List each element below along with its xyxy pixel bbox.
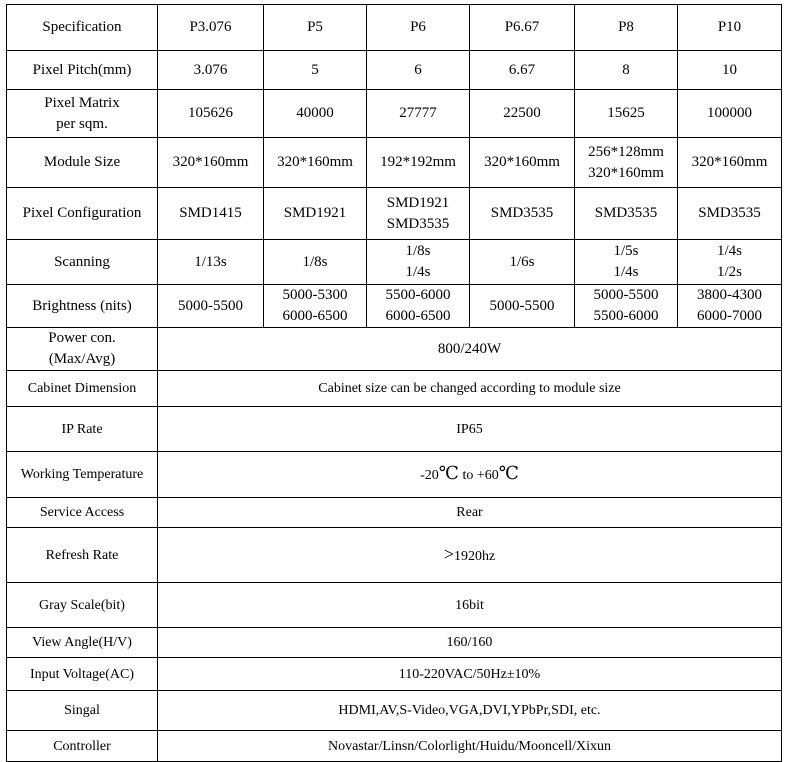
pixel-matrix-label (7, 90, 158, 138)
table-cell: SMD3535 (575, 188, 678, 240)
table-cell: 40000 (264, 90, 367, 138)
temp-low: -20 (420, 468, 439, 483)
table-cell: 15625 (575, 90, 678, 138)
table-cell: 5 (264, 51, 367, 90)
cabinet-value: Cabinet size can be changed according to module size (158, 371, 782, 407)
pixel-pitch-label: Pixel Pitch(mm) (7, 51, 158, 90)
table-cell: 320*160mm (470, 138, 575, 188)
model-p667: P6.67 (470, 5, 575, 51)
table-cell: 27777 (367, 90, 470, 138)
cabinet-label: Cabinet Dimension (7, 371, 158, 407)
greater-than-symbol: > (443, 543, 454, 564)
pixel-pitch-row (7, 51, 782, 90)
model-p3076: P3.076 (158, 5, 264, 51)
table-cell: SMD3535 (678, 188, 782, 240)
power-label (7, 328, 158, 371)
cell-line2: 6000-6500 (282, 308, 348, 324)
gray-scale-label: Gray Scale(bit) (7, 583, 158, 628)
table-cell: 320*160mm (678, 138, 782, 188)
table-cell (575, 138, 678, 188)
scanning-label: Scanning (7, 240, 158, 285)
table-cell: 192*192mm (367, 138, 470, 188)
view-angle-row (7, 628, 782, 658)
input-voltage-value: 110-220VAC/50Hz±10% (158, 658, 782, 691)
refresh-label: Refresh Rate (7, 528, 158, 583)
cell-line2: 1/4s (405, 264, 431, 280)
pixel-config-row (7, 188, 782, 240)
cell-line2: 6000-7000 (697, 308, 762, 324)
table-cell: 5000-5500 (470, 285, 575, 328)
table-cell (575, 285, 678, 328)
pixel-matrix-row (7, 90, 782, 138)
pixel-matrix-label-line2: per sqm. (56, 115, 108, 132)
table-cell (264, 285, 367, 328)
table-cell: 105626 (158, 90, 264, 138)
table-cell (367, 240, 470, 285)
signal-value: HDMI,AV,S-Video,VGA,DVI,YPbPr,SDI, etc. (158, 691, 782, 731)
cell-line2: 320*160mm (588, 164, 664, 181)
cell-line2: 1/2s (716, 264, 742, 280)
view-angle-label: View Angle(H/V) (7, 628, 158, 658)
brightness-row (7, 285, 782, 328)
module-size-row (7, 138, 782, 188)
spec-header: Specification (7, 5, 158, 51)
power-label-line1: Power con. (48, 330, 116, 346)
scanning-row (7, 240, 782, 285)
model-p8: P8 (575, 5, 678, 51)
controller-row (7, 731, 782, 762)
table-cell: 1/13s (158, 240, 264, 285)
working-temp-value (158, 452, 782, 498)
table-cell: 3.076 (158, 51, 264, 90)
power-row (7, 328, 782, 371)
working-temp-row (7, 452, 782, 498)
signal-row (7, 691, 782, 731)
cabinet-row (7, 371, 782, 407)
table-cell: 1/8s (264, 240, 367, 285)
working-temp-label: Working Temperature (7, 452, 158, 498)
input-voltage-label: Input Voltage(AC) (7, 658, 158, 691)
table-cell: 10 (678, 51, 782, 90)
ip-rate-row (7, 407, 782, 452)
cell-line2: SMD3535 (386, 215, 450, 232)
cell-line2: 6000-6500 (385, 308, 451, 324)
table-cell (678, 240, 782, 285)
brightness-label: Brightness (nits) (7, 285, 158, 328)
celsius-unit: ℃ (498, 463, 519, 483)
ip-rate-label: IP Rate (7, 407, 158, 452)
controller-value: Novastar/Linsn/Colorlight/Huidu/Mooncell/Xixun (158, 731, 782, 762)
ip-rate-value: IP65 (158, 407, 782, 452)
table-cell (575, 240, 678, 285)
power-label-line2: (Max/Avg) (48, 351, 116, 367)
refresh-number: 1920hz (453, 548, 496, 564)
cell-line1: 5000-5300 (282, 287, 348, 303)
refresh-row (7, 528, 782, 583)
refresh-value (158, 528, 782, 583)
pixel-config-label: Pixel Configuration (7, 188, 158, 240)
module-size-label: Module Size (7, 138, 158, 188)
power-value: 800/240W (158, 328, 782, 371)
cell-line1: 3800-4300 (697, 287, 762, 303)
model-p6: P6 (367, 5, 470, 51)
service-row (7, 498, 782, 528)
table-cell: 320*160mm (264, 138, 367, 188)
pixel-matrix-label-line1: Pixel Matrix (44, 94, 120, 111)
service-label: Service Access (7, 498, 158, 528)
signal-label: Singal (7, 691, 158, 731)
celsius-unit: ℃ (438, 463, 459, 483)
table-cell: 6.67 (470, 51, 575, 90)
table-cell: SMD1921 (264, 188, 367, 240)
gray-scale-row (7, 583, 782, 628)
cell-line1: SMD1921 (386, 194, 450, 211)
temp-high: to +60 (458, 468, 499, 483)
cell-line1: 1/8s (405, 243, 431, 259)
table-cell: 100000 (678, 90, 782, 138)
table-cell: 8 (575, 51, 678, 90)
cell-line1: 5500-6000 (385, 287, 451, 303)
table-cell: 22500 (470, 90, 575, 138)
cell-line2: 5500-6000 (593, 308, 659, 324)
table-cell: 6 (367, 51, 470, 90)
cell-line1: 1/4s (716, 243, 742, 259)
view-angle-value: 160/160 (158, 628, 782, 658)
table-cell: 320*160mm (158, 138, 264, 188)
service-value: Rear (158, 498, 782, 528)
gray-scale-value: 16bit (158, 583, 782, 628)
cell-line1: 256*128mm (588, 143, 664, 160)
cell-line2: 1/4s (613, 264, 639, 280)
cell-line1: 1/5s (613, 243, 639, 259)
table-cell: 1/6s (470, 240, 575, 285)
cell-line1: 5000-5500 (593, 287, 659, 303)
model-p10: P10 (678, 5, 782, 51)
spec-table (6, 4, 782, 762)
header-row (7, 5, 782, 51)
controller-label: Controller (7, 731, 158, 762)
table-cell: SMD1415 (158, 188, 264, 240)
table-cell (367, 188, 470, 240)
input-voltage-row (7, 658, 782, 691)
table-cell (678, 285, 782, 328)
model-p5: P5 (264, 5, 367, 51)
table-cell: 5000-5500 (158, 285, 264, 328)
table-cell (367, 285, 470, 328)
table-cell: SMD3535 (470, 188, 575, 240)
